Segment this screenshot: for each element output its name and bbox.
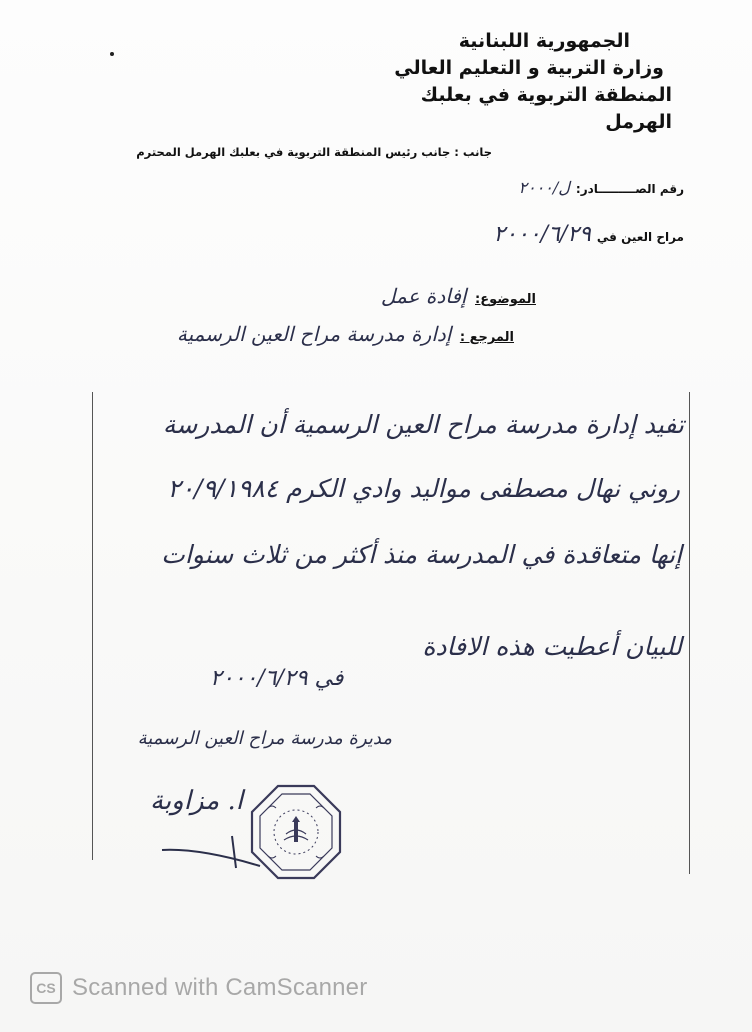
body-line-4: للبيان أعطيت هذه الافادة <box>422 632 682 661</box>
reference-label: المرجع : <box>459 330 514 345</box>
place-date-line <box>493 222 684 247</box>
place-date-value: ٢٠٠٠/٦/٢٩ <box>493 222 591 247</box>
signer-name: ا. مزاوبة <box>150 786 243 816</box>
reference-number-label: رقم الصـــــــــادر: <box>575 182 684 196</box>
addressee-line: جانب : جانب رئيس المنطقة التربوية في بعلبك الهرمل المحترم <box>136 145 492 159</box>
letterhead-ministry: وزارة التربية و التعليم العالي <box>394 57 664 79</box>
body-frame-right <box>689 392 690 874</box>
letterhead-country: الجمهورية اللبنانية <box>458 30 630 52</box>
speck-mark <box>110 52 114 56</box>
subject-value: إفادة عمل <box>380 284 467 308</box>
camscanner-watermark <box>30 970 367 1006</box>
reference-number <box>519 178 684 197</box>
reference-number-value: ل/٢٠٠٠ <box>518 178 570 197</box>
reference-line <box>177 322 514 346</box>
body-line-3: إنها متعاقدة في المدرسة منذ أكثر من ثلاث سنوات <box>161 540 682 569</box>
reference-value: إدارة مدرسة مراح العين الرسمية <box>176 322 452 346</box>
body-frame-left <box>92 392 93 860</box>
cedar-icon <box>292 816 300 842</box>
body-line-1: تفيد إدارة مدرسة مراح العين الرسمية أن المدرسة <box>162 410 684 439</box>
principal-title: مديرة مدرسة مراح العين الرسمية <box>137 728 392 749</box>
camscanner-logo-icon: CS <box>30 972 62 1004</box>
subject-label: الموضوع: <box>475 292 536 307</box>
camscanner-text: Scanned with CamScanner <box>72 974 368 1001</box>
body-line-2: روني نهال مصطفى مواليد وادي الكرم ٢٠/٩/١٩٨٤ <box>167 474 680 503</box>
place-date-label: مراح العين في <box>596 230 684 244</box>
letterhead-region: المنطقة التربوية في بعلبك الهرمل <box>420 84 672 133</box>
issue-date: في ٢٠٠٠/٦/٢٩ <box>210 666 344 691</box>
letterhead <box>352 28 672 136</box>
subject-line <box>381 284 536 308</box>
signature-stroke <box>160 830 270 870</box>
